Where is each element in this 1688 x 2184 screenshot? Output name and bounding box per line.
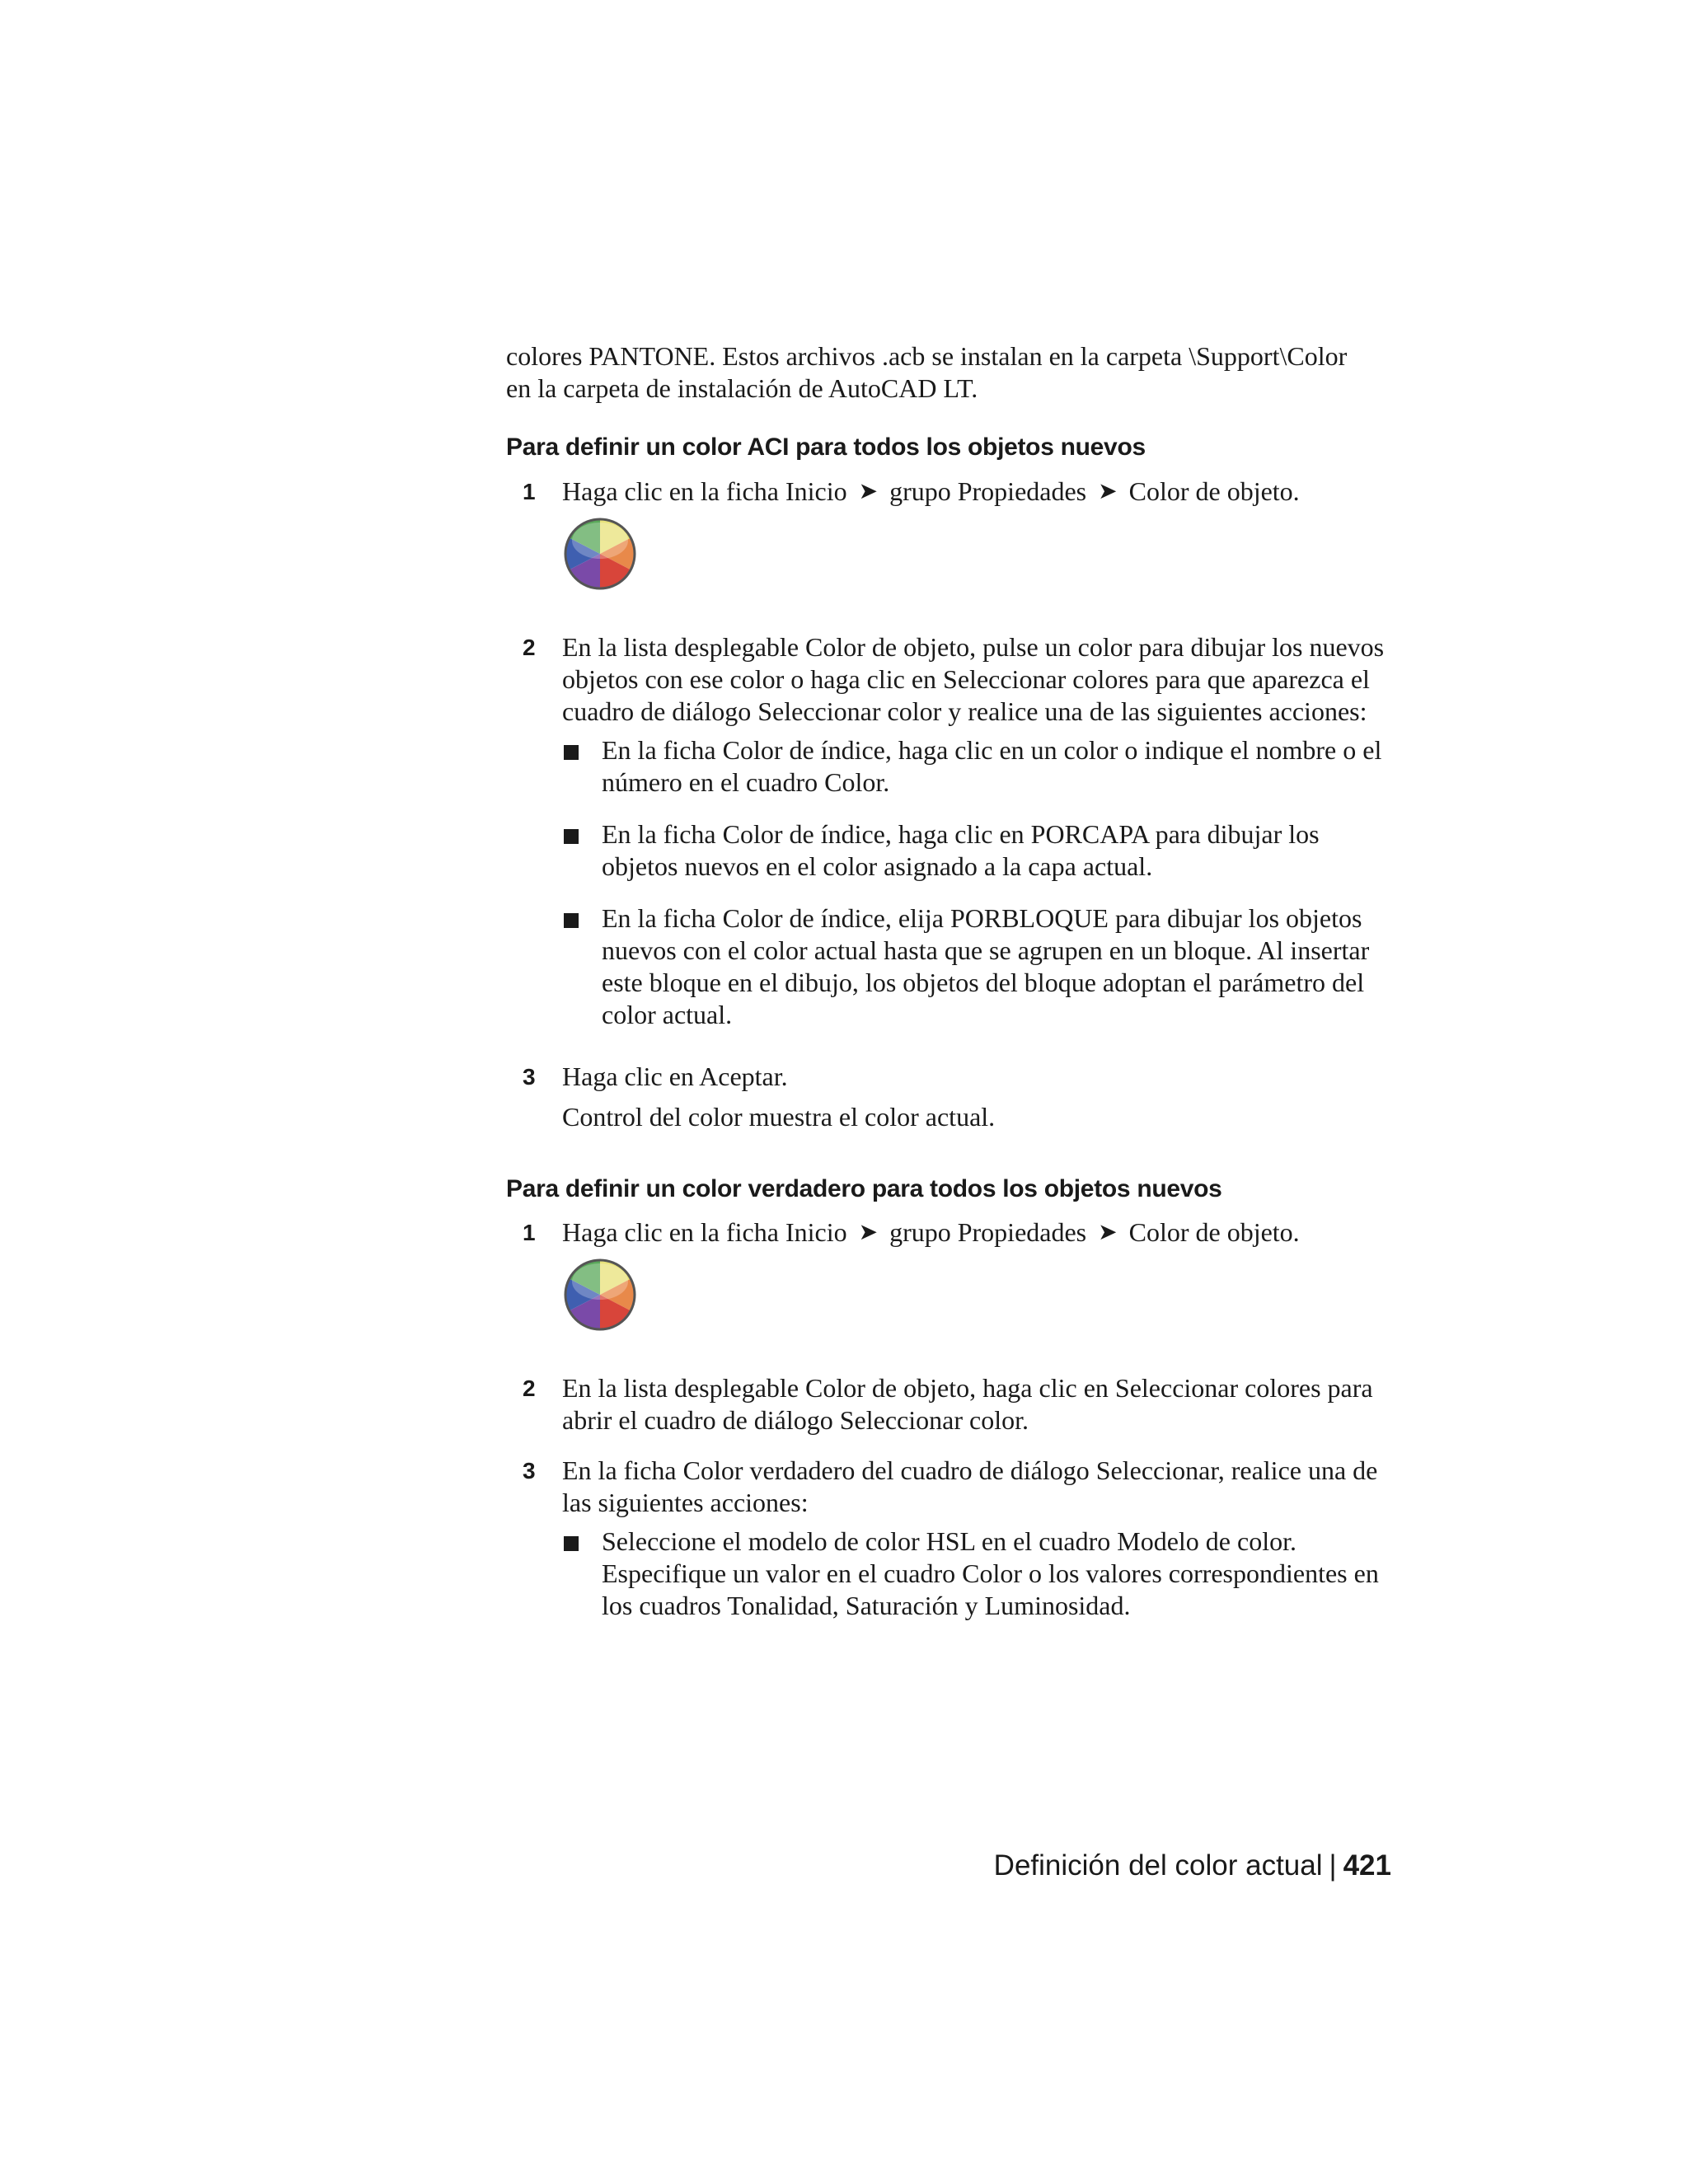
arrow-right-icon: ➤: [858, 1220, 879, 1245]
step-text: En la ficha Color verdadero del cuadro de diálogo Seleccionar, realice una de las siguientes acciones:: [562, 1455, 1378, 1517]
footer-separator: |: [1329, 1849, 1337, 1882]
step-text-part-3: Color de objeto.: [1128, 1217, 1300, 1247]
section-1-heading: Para definir un color ACI para todos los objetos nuevos: [506, 434, 1146, 461]
step-number: 1: [523, 479, 536, 504]
bullet-text: Seleccione el modelo de color HSL en el cuadro Modelo de color. Especifique un valor en el cuadro Color o los valores correspondientes en los cuadros Tonalidad, Saturación y Luminosidad.: [602, 1526, 1379, 1620]
intro-line-2: en la carpeta de instalación de AutoCAD LT.: [506, 373, 978, 403]
section-1-step-2: [506, 631, 1392, 1031]
step-text: [562, 476, 1392, 509]
step-text: En la lista desplegable Color de objeto, pulse un color para dibujar los nuevos objetos con ese color o haga clic en Seleccionar colores para que aparezca el cuadro de diálogo Seleccionar color y realice una de las siguientes acciones:: [562, 632, 1385, 726]
step-number: 3: [523, 1458, 536, 1483]
bullet-item: [562, 902, 1392, 1031]
step-text: [562, 1216, 1392, 1250]
page-number: 421: [1343, 1849, 1391, 1882]
step-text-part-1: Haga clic en la ficha Inicio: [562, 1217, 847, 1247]
step-text-part-2: grupo Propiedades: [889, 1217, 1087, 1247]
section-1-step-3: [506, 1061, 1392, 1133]
step-text-part-2: grupo Propiedades: [889, 476, 1087, 506]
step-result: Control del color muestra el color actual.: [562, 1102, 996, 1132]
footer-title: Definición del color actual: [993, 1849, 1323, 1882]
step-number: 2: [523, 635, 536, 660]
step-text: Haga clic en Aceptar.: [562, 1062, 788, 1091]
bullet-square-icon: [564, 829, 579, 844]
page-footer: [994, 1848, 1391, 1884]
arrow-right-icon: ➤: [858, 479, 879, 504]
bullet-text: En la ficha Color de índice, haga clic en PORCAPA para dibujar los objetos nuevos en el color asignado a la capa actual.: [602, 819, 1320, 881]
page-content: [506, 340, 1392, 1622]
color-wheel-icon: [562, 516, 638, 592]
section-2-step-2: [506, 1372, 1392, 1436]
arrow-right-icon: ➤: [1098, 1220, 1118, 1245]
section-1-step-1: [506, 476, 1392, 592]
intro-line-1: colores PANTONE. Estos archivos .acb se instalan en la carpeta \Support\Color: [506, 341, 1348, 371]
section-2-heading: Para definir un color verdadero para todos los objetos nuevos: [506, 1175, 1222, 1202]
bullet-square-icon: [564, 1536, 579, 1551]
step-number: 1: [523, 1220, 536, 1245]
color-wheel-icon: [562, 1257, 638, 1333]
bullet-text: En la ficha Color de índice, haga clic en un color o indique el nombre o el número en el cuadro Color.: [602, 735, 1382, 797]
intro-paragraph: [506, 340, 1392, 405]
step-number: 3: [523, 1064, 536, 1090]
step-text-part-1: Haga clic en la ficha Inicio: [562, 476, 847, 506]
section-2-step-1: [506, 1216, 1392, 1333]
bullet-text: En la ficha Color de índice, elija PORBLOQUE para dibujar los objetos nuevos con el color actual hasta que se agrupen en un bloque. Al insertar este bloque en el dibujo, los objetos del bloque adoptan el parámetro del color actual.: [602, 903, 1370, 1029]
step-text-part-3: Color de objeto.: [1128, 476, 1300, 506]
section-2-step-3: [506, 1455, 1392, 1622]
step-text: En la lista desplegable Color de objeto, haga clic en Seleccionar colores para abrir el cuadro de diálogo Seleccionar color.: [562, 1373, 1373, 1435]
bullet-item: [562, 818, 1392, 883]
step-number: 2: [523, 1376, 536, 1401]
bullet-square-icon: [564, 913, 579, 928]
bullet-item: [562, 734, 1392, 799]
arrow-right-icon: ➤: [1098, 479, 1118, 504]
bullet-square-icon: [564, 745, 579, 760]
bullet-item: [562, 1526, 1392, 1622]
